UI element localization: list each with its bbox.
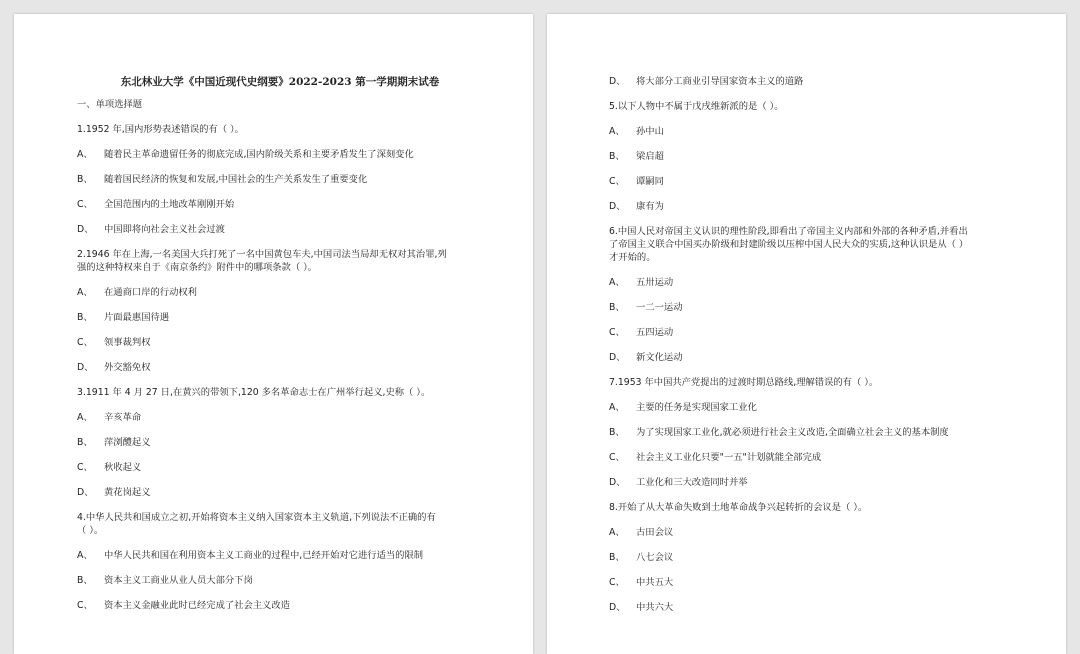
q6-option-d (609, 351, 1026, 376)
option-letter: C、 (609, 327, 625, 338)
option-letter: C、 (609, 176, 625, 187)
option-text: 中国即将向社会主义社会过渡 (104, 224, 225, 235)
option-text: 随着国民经济的恢复和发展,中国社会的生产关系发生了重要变化 (104, 174, 368, 185)
q3-option-c (77, 461, 493, 486)
option-text: 社会主义工业化只要"一五"计划就能全部完成 (636, 452, 822, 463)
option-text: 为了实现国家工业化,就必须进行社会主义改造,全面确立社会主义的基本制度 (636, 427, 949, 438)
q3-option-b (77, 436, 493, 461)
option-letter: C、 (77, 600, 93, 611)
q1-option-c (77, 198, 493, 223)
option-letter: D、 (609, 201, 626, 212)
option-letter: A、 (77, 550, 93, 561)
option-letter: C、 (77, 199, 93, 210)
question-6-stem-line-1: 6.中国人民对帝国主义认识的理性阶段,即看出了帝国主义内部和外部的各种矛盾,并看出 (609, 226, 968, 237)
option-text: 辛亥革命 (104, 412, 142, 423)
exam-page-2 (547, 14, 1066, 654)
q2-option-a (77, 286, 493, 311)
q5-option-c (609, 175, 1026, 200)
q3-option-a (77, 411, 493, 436)
question-6-stem-line-2: 了帝国主义联合中国买办阶级和封建阶级以压榨中国人民大众的实质,这种认识是从（ ） (609, 239, 969, 250)
option-letter: C、 (609, 452, 625, 463)
question-1-stem: 1.1952 年,国内形势表述错误的有（ ）。 (77, 124, 244, 135)
option-letter: D、 (77, 224, 94, 235)
option-text: 新文化运动 (636, 352, 683, 363)
option-letter: D、 (77, 362, 94, 373)
option-letter: A、 (609, 527, 625, 538)
option-text: 资本主义工商业从业人员大部分下岗 (104, 575, 253, 586)
q3-option-d (77, 486, 493, 511)
q2-option-c (77, 336, 493, 361)
q2-option-b (77, 311, 493, 336)
section-heading: 一、单项选择题 (77, 99, 143, 110)
q5-option-d (609, 200, 1026, 225)
option-letter: B、 (609, 552, 625, 563)
option-letter: C、 (609, 577, 625, 588)
option-text: 黄花岗起义 (104, 487, 151, 498)
option-letter: A、 (609, 277, 625, 288)
option-text: 梁启超 (636, 151, 664, 162)
q5-option-a (609, 125, 1026, 150)
option-letter: D、 (609, 76, 626, 87)
question-4-stem (77, 511, 493, 537)
option-text: 工业化和三大改造同时并举 (636, 477, 748, 488)
option-text: 古田会议 (636, 527, 674, 538)
q4-option-a (77, 549, 493, 574)
option-text: 五卅运动 (636, 277, 674, 288)
option-letter: C、 (77, 462, 93, 473)
option-text: 外交豁免权 (104, 362, 151, 373)
exam-page-1 (14, 14, 533, 654)
option-letter: D、 (609, 602, 626, 613)
question-2-stem-line-1: 2.1946 年在上海,一名美国大兵打死了一名中国黄包车夫,中国司法当局却无权对其治罪,列 (77, 249, 447, 260)
option-text: 随着民主革命遗留任务的彻底完成,国内阶级关系和主要矛盾发生了深刻变化 (104, 149, 414, 160)
option-text: 资本主义金融业此时已经完成了社会主义改造 (104, 600, 290, 611)
q7-option-b (609, 426, 1026, 451)
option-letter: A、 (77, 149, 93, 160)
option-letter: C、 (77, 337, 93, 348)
page-1-content (14, 73, 533, 624)
option-text: 在通商口岸的行动权利 (104, 287, 197, 298)
question-6-stem-line-3: 才开始的。 (609, 252, 656, 263)
option-letter: B、 (609, 427, 625, 438)
option-letter: D、 (77, 487, 94, 498)
option-letter: A、 (77, 412, 93, 423)
option-letter: B、 (609, 151, 625, 162)
page-2-content (547, 75, 1066, 626)
question-6-stem (609, 225, 1026, 264)
option-text: 一二一运动 (636, 302, 683, 313)
q4-option-b (77, 574, 493, 599)
q8-option-b (609, 551, 1026, 576)
option-text: 中共六大 (636, 602, 674, 613)
option-text: 秋收起义 (104, 462, 142, 473)
option-letter: B、 (609, 302, 625, 313)
option-letter: A、 (77, 287, 93, 298)
option-letter: B、 (77, 312, 93, 323)
q1-option-b (77, 173, 493, 198)
option-letter: B、 (77, 575, 93, 586)
option-letter: D、 (609, 352, 626, 363)
question-5-stem: 5.以下人物中不属于戊戌维新派的是（ ）。 (609, 101, 784, 112)
option-text: 谭嗣同 (636, 176, 664, 187)
q6-option-a (609, 276, 1026, 301)
option-letter: A、 (609, 126, 625, 137)
q8-option-d (609, 601, 1026, 626)
option-letter: B、 (77, 437, 93, 448)
q1-option-a (77, 148, 493, 173)
q1-option-d (77, 223, 493, 248)
question-7-stem: 7.1953 年中国共产党提出的过渡时期总路线,理解错误的有（ ）。 (609, 377, 879, 388)
option-text: 将大部分工商业引导国家资本主义的道路 (636, 76, 804, 87)
option-text: 中华人民共和国在利用资本主义工商业的过程中,已经开始对它进行适当的限制 (104, 550, 424, 561)
option-letter: A、 (609, 402, 625, 413)
question-3-stem: 3.1911 年 4 月 27 日,在黄兴的带领下,120 多名革命志士在广州举行起义,史称（ ）。 (77, 387, 431, 398)
exam-title: 东北林业大学《中国近现代史纲要》2022-2023 第一学期期末试卷 (120, 76, 440, 88)
option-text: 中共五大 (636, 577, 674, 588)
question-8-stem: 8.开始了从大革命失败到土地革命战争兴起转折的会议是（ ）。 (609, 502, 868, 513)
q6-option-c (609, 326, 1026, 351)
q4-option-d (609, 75, 1026, 100)
option-text: 八七会议 (636, 552, 674, 563)
q2-option-d (77, 361, 493, 386)
option-text: 领事裁判权 (104, 337, 151, 348)
option-letter: B、 (77, 174, 93, 185)
q5-option-b (609, 150, 1026, 175)
option-text: 康有为 (636, 201, 664, 212)
option-text: 全国范围内的土地改革刚刚开始 (104, 199, 235, 210)
q7-option-a (609, 401, 1026, 426)
question-4-stem-line-2: （ ）。 (77, 525, 104, 536)
option-letter: D、 (609, 477, 626, 488)
question-2-stem-line-2: 强的这种特权来自于《南京条约》附件中的哪项条款（ ）。 (77, 262, 318, 273)
option-text: 孙中山 (636, 126, 664, 137)
q6-option-b (609, 301, 1026, 326)
option-text: 主要的任务是实现国家工业化 (636, 402, 757, 413)
question-2-stem (77, 248, 493, 274)
option-text: 片面最惠国待遇 (104, 312, 170, 323)
q8-option-c (609, 576, 1026, 601)
q7-option-d (609, 476, 1026, 501)
q7-option-c (609, 451, 1026, 476)
q8-option-a (609, 526, 1026, 551)
question-4-stem-line-1: 4.中华人民共和国成立之初,开始将资本主义纳入国家资本主义轨道,下列说法不正确的有 (77, 512, 436, 523)
q4-option-c (77, 599, 493, 624)
option-text: 五四运动 (636, 327, 674, 338)
option-text: 萍浏醴起义 (104, 437, 151, 448)
